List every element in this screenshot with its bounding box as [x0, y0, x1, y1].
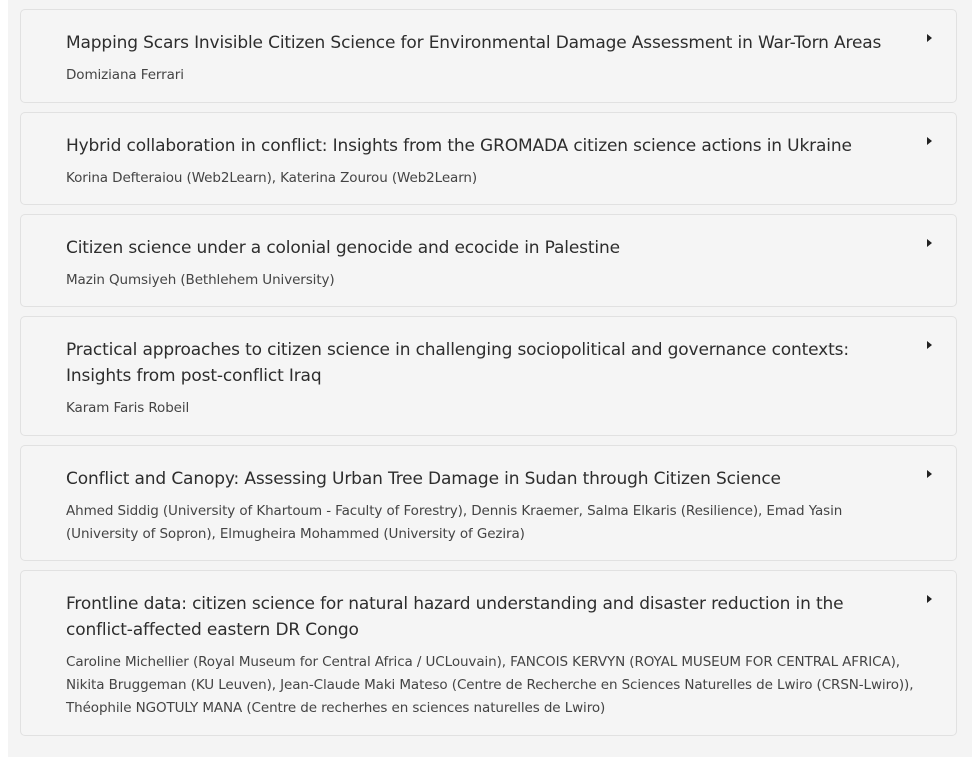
- session-card[interactable]: [20, 112, 957, 205]
- session-card[interactable]: [20, 9, 957, 103]
- session-title: Practical approaches to citizen science in challenging sociopolitical and governance contexts: Insights from post-conflict Iraq: [66, 340, 849, 386]
- caret-right-icon[interactable]: [927, 137, 932, 145]
- caret-right-icon[interactable]: [927, 595, 932, 603]
- session-list-panel: [8, 0, 972, 757]
- session-authors: Korina Defteraiou (Web2Learn), Katerina Zourou (Web2Learn): [66, 170, 478, 186]
- session-title: Conflict and Canopy: Assessing Urban Tree Damage in Sudan through Citizen Science: [66, 469, 781, 489]
- session-title: Hybrid collaboration in conflict: Insights from the GROMADA citizen science actions in Ukraine: [66, 136, 852, 156]
- caret-right-icon[interactable]: [927, 34, 932, 42]
- session-authors: Caroline Michellier (Royal Museum for Central Africa / UCLouvain), FANCOIS KERVYN (ROYAL MUSEUM FOR CENTRAL AFRICA), Nikita Bruggeman (KU Leuven), Jean-Claude Maki Mateso (Centre de Recherche en Sciences Naturelles de Lwiro (CRSN-Lwiro)), Théophile NGOTULY MANA (Centre de recherhes en sciences naturelles de Lwiro): [66, 654, 914, 716]
- session-card[interactable]: [20, 214, 957, 307]
- session-card[interactable]: [20, 570, 957, 736]
- session-list: [20, 9, 957, 736]
- session-card[interactable]: [20, 316, 957, 436]
- caret-right-icon[interactable]: [927, 239, 932, 247]
- session-authors: Ahmed Siddig (University of Khartoum - Faculty of Forestry), Dennis Kraemer, Salma Elkaris (Resilience), Emad Yasin (University of Sopron), Elmugheira Mohammed (University of Gezira): [66, 503, 843, 542]
- session-title: Frontline data: citizen science for natural hazard understanding and disaster reduction in the conflict-affected eastern DR Congo: [66, 594, 844, 640]
- session-title: Mapping Scars Invisible Citizen Science for Environmental Damage Assessment in War-Torn Areas: [66, 33, 882, 53]
- caret-right-icon[interactable]: [927, 470, 932, 478]
- caret-right-icon[interactable]: [927, 341, 932, 349]
- session-authors: Domiziana Ferrari: [66, 67, 184, 83]
- session-authors: Mazin Qumsiyeh (Bethlehem University): [66, 272, 335, 288]
- session-card[interactable]: [20, 445, 957, 561]
- session-title: Citizen science under a colonial genocide and ecocide in Palestine: [66, 238, 620, 258]
- session-authors: Karam Faris Robeil: [66, 400, 190, 416]
